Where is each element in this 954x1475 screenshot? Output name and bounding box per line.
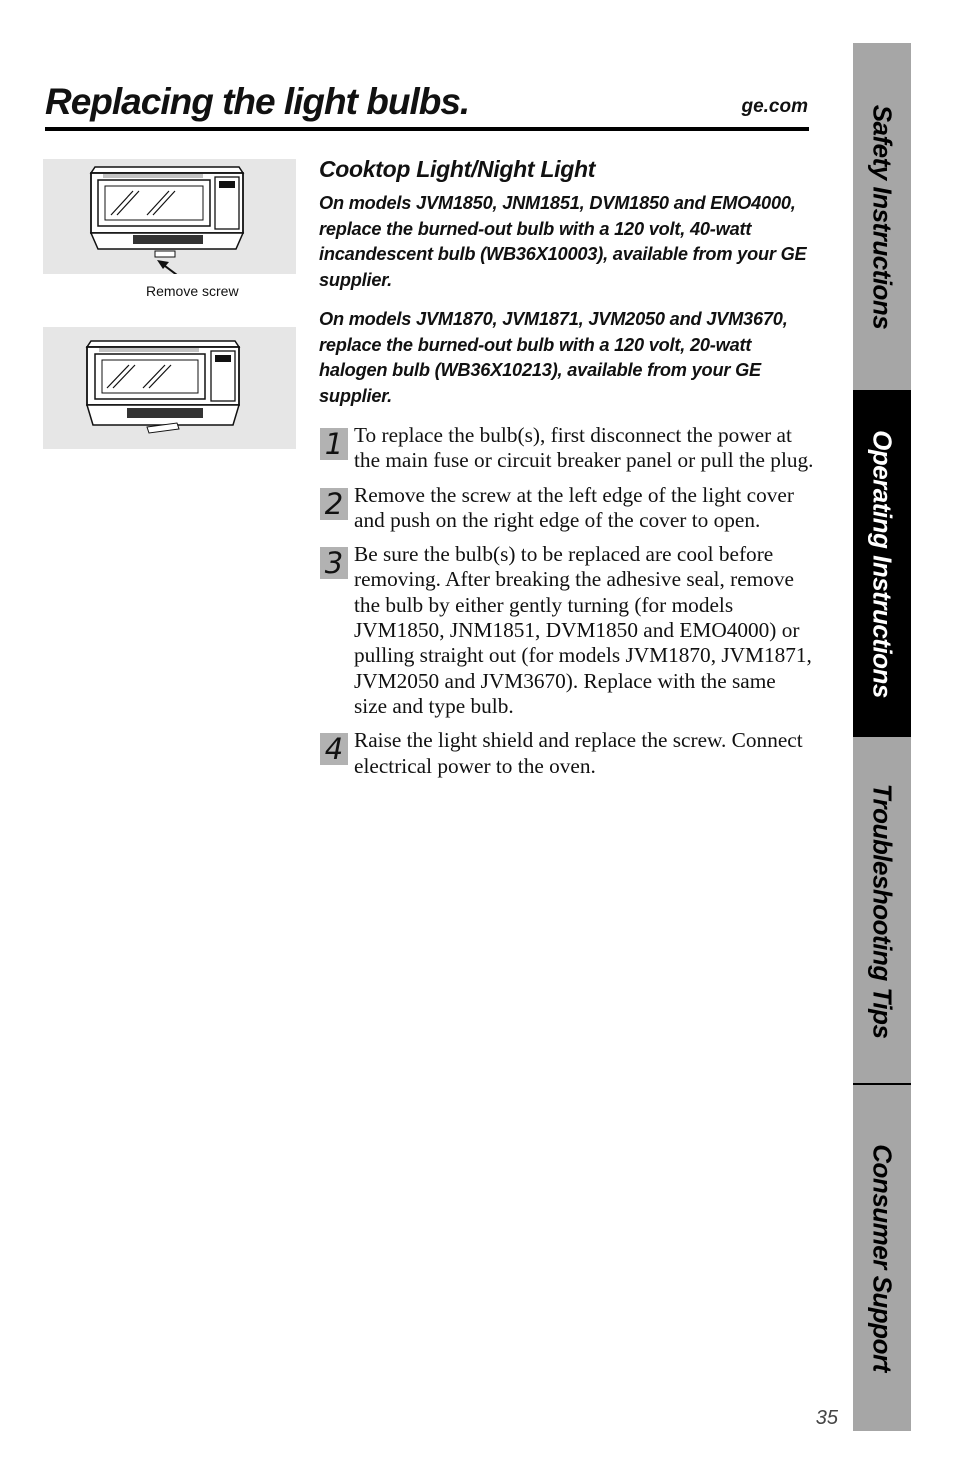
side-tabs bbox=[853, 43, 911, 1431]
step-number-badge: 1 bbox=[320, 428, 348, 460]
model-note-incandescent: On models JVM1850, JNM1851, DVM1850 and EMO4000, replace the burned-out bulb with a 120 volt, 40-watt incandescent bulb (WB36X10003), available from your GE supplier. bbox=[319, 193, 807, 290]
step-text: To replace the bulb(s), first disconnect the power at the main fuse or circuit breaker panel or pull the plug. bbox=[354, 423, 814, 473]
page-number: 35 bbox=[815, 1407, 838, 1429]
step-text: Raise the light shield and replace the screw. Connect electrical power to the oven. bbox=[354, 728, 803, 778]
tab-label: Operating Instructions bbox=[867, 429, 898, 698]
tab-safety-instructions[interactable] bbox=[853, 43, 911, 390]
microwave-illustration-screw bbox=[43, 159, 296, 274]
model-note-halogen: On models JVM1870, JVM1871, JVM2050 and JVM3670, replace the burned-out bulb with a 120 volt, 20-watt halogen bulb (WB36X10213), available from your GE supplier. bbox=[319, 309, 788, 406]
tab-label: Consumer Support bbox=[867, 1144, 898, 1372]
step-item bbox=[319, 728, 814, 779]
step-item bbox=[319, 542, 814, 719]
step-item bbox=[319, 483, 814, 534]
section-title: Cooktop Light/Night Light bbox=[319, 156, 596, 182]
tab-operating-instructions[interactable] bbox=[853, 390, 911, 737]
page-title: Replacing the light bulbs. bbox=[45, 81, 470, 122]
step-text: Remove the screw at the left edge of the light cover and push on the right edge of the cover to open. bbox=[354, 482, 794, 532]
title-rule bbox=[45, 127, 809, 131]
step-number-badge: 2 bbox=[320, 488, 348, 520]
steps-list bbox=[319, 423, 814, 788]
tab-troubleshooting-tips[interactable] bbox=[853, 737, 911, 1084]
figure-caption: Remove screw bbox=[146, 283, 239, 299]
site-link[interactable]: ge.com bbox=[741, 96, 808, 117]
tab-consumer-support[interactable] bbox=[853, 1085, 911, 1431]
step-item bbox=[319, 423, 814, 474]
tab-label: Safety Instructions bbox=[867, 104, 898, 329]
microwave-illustration-halogen bbox=[43, 327, 296, 449]
tab-label: Troubleshooting Tips bbox=[867, 783, 898, 1038]
step-number-badge: 4 bbox=[320, 733, 348, 765]
step-number-badge: 3 bbox=[320, 547, 348, 579]
step-text: Be sure the bulb(s) to be replaced are cool before removing. After breaking the adhesive seal, remove the bulb by either gently turning (for models JVM1850, JNM1851, DVM1850 and EMO4000) or pulling straight out (for models JVM1870, JVM1871, JVM2050 and JVM3670). Replace with the same size and type bulb. bbox=[354, 542, 812, 718]
